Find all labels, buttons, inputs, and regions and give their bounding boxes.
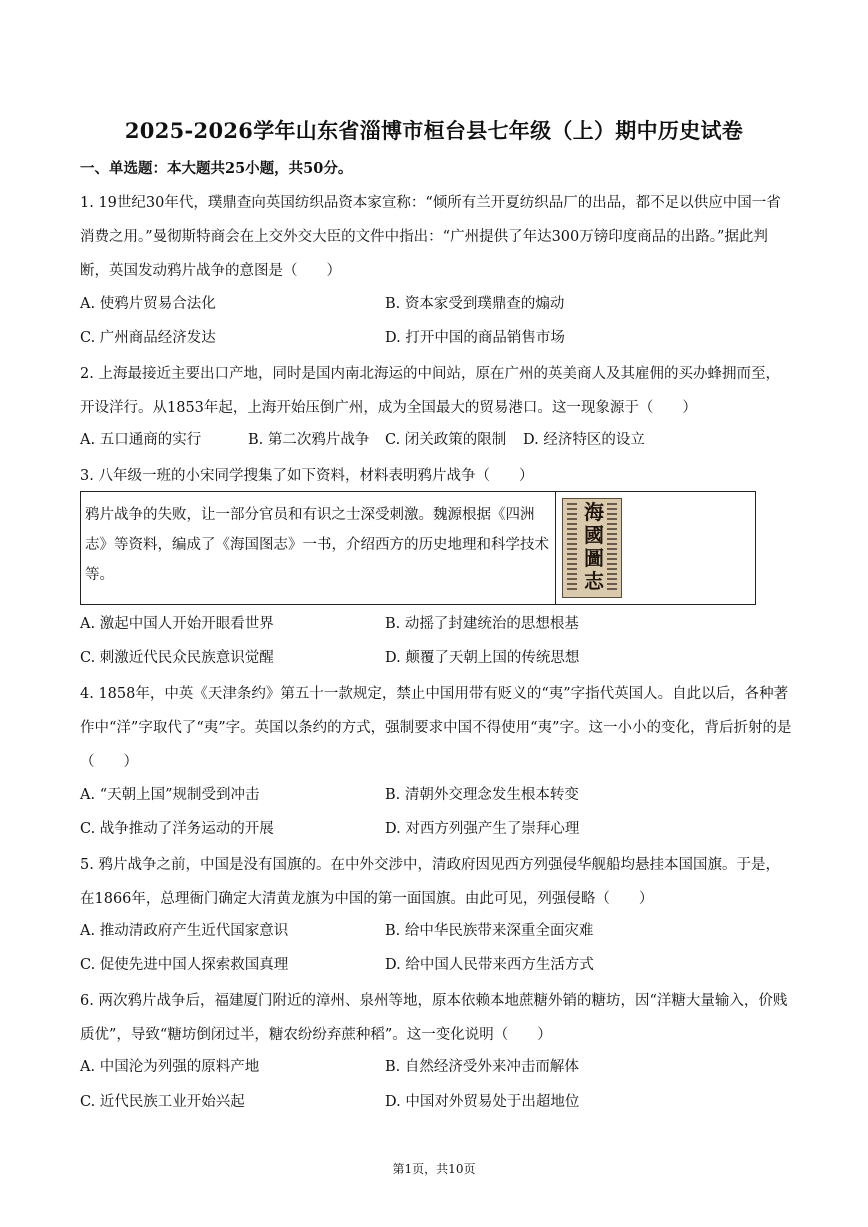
page-footer: 第1页，共10页 bbox=[392, 1162, 476, 1176]
question-6-stem: 6. 两次鸦片战争后，福建厦门附近的漳州、泉州等地，原本依赖本地蔗糖外销的糖坊，因“洋糖大量输入，价贱质优”，导致“糖坊倒闭过半，糖农纷纷弃蔗种稻”。这一变化说明（ ） bbox=[80, 993, 788, 1043]
question-4-option-a[interactable]: A. “天朝上国”规制受到冲击 bbox=[80, 787, 260, 803]
book-cover-image bbox=[555, 492, 632, 604]
material-text: 鸦片战争的失败，让一部分官员和有识之士深受刺激。魏源根据《四洲志》等资料，编成了《海国图志》一书，介绍西方的历史地理和科学技术等。 bbox=[85, 507, 549, 583]
question-5-option-a[interactable]: A. 推动清政府产生近代国家意识 bbox=[80, 923, 289, 939]
question-3-stem: 3. 八年级一班的小宋同学搜集了如下资料，材料表明鸦片战争（ ） bbox=[80, 468, 534, 484]
question-3-option-b[interactable]: B. 动摇了封建统治的思想根基 bbox=[385, 616, 579, 632]
question-5-option-d[interactable]: D. 给中国人民带来西方生活方式 bbox=[385, 957, 594, 973]
question-1-option-d[interactable]: D. 打开中国的商品销售市场 bbox=[385, 330, 565, 346]
material-box bbox=[80, 491, 756, 605]
question-6-option-a[interactable]: A. 中国沦为列强的原料产地 bbox=[80, 1059, 260, 1075]
question-5-option-b[interactable]: B. 给中华民族带来深重全面灾难 bbox=[385, 923, 594, 939]
question-3-option-c[interactable]: C. 刺激近代民众民族意识觉醒 bbox=[80, 650, 274, 666]
haiguo-tuzhi-cover bbox=[562, 498, 622, 598]
question-1-option-b[interactable]: B. 资本家受到璞鼎查的煽动 bbox=[385, 296, 565, 312]
question-3-option-a[interactable]: A. 激起中国人开始开眼看世界 bbox=[80, 616, 274, 632]
section-heading: 一、单选题：本大题共25小题，共50分。 bbox=[80, 160, 353, 177]
question-2-option-a[interactable]: A. 五口通商的实行 bbox=[80, 432, 202, 448]
question-1-option-c[interactable]: C. 广州商品经济发达 bbox=[80, 330, 216, 346]
question-6-option-d[interactable]: D. 中国对外贸易处于出超地位 bbox=[385, 1094, 580, 1110]
question-4-option-d[interactable]: D. 对西方列强产生了崇拜心理 bbox=[385, 821, 580, 837]
question-2-stem: 2. 上海最接近主要出口产地，同时是国内南北海运的中间站，原在广州的英美商人及其雇佣的买办蜂拥而至，开设洋行。从1853年起，上海开始压倒广州，成为全国最大的贸易港口。这一现象源于（ ） bbox=[80, 366, 780, 416]
question-2-option-c[interactable]: C. 闭关政策的限制 bbox=[385, 432, 507, 448]
question-3-option-d[interactable]: D. 颠覆了天朝上国的传统思想 bbox=[385, 650, 580, 666]
question-2-option-d[interactable]: D. 经济特区的设立 bbox=[523, 432, 645, 448]
question-4-option-b[interactable]: B. 清朝外交理念发生根本转变 bbox=[385, 787, 579, 803]
question-1-stem: 1. 19世纪30年代，璞鼎查向英国纺织品资本家宣称：“倾所有兰开夏纺织品厂的出品，都不足以供应中国一省消费之用。”曼彻斯特商会在上交外交大臣的文件中指出：“广州提供了年达300万镑印度商品的出路。”据此判断，英国发动鸦片战争的意图是（ ） bbox=[80, 195, 781, 279]
question-4-option-c[interactable]: C. 战争推动了洋务运动的开展 bbox=[80, 821, 274, 837]
question-4-stem: 4. 1858年，中英《天津条约》第五十一款规定，禁止中国用带有贬义的“夷”字指代英国人。自此以后，各种著作中“洋”字取代了“夷”字。英国以条约的方式，强制要求中国不得使用“夷”字。这一小小的变化，背后折射的是（ ） bbox=[80, 686, 792, 770]
question-6-option-c[interactable]: C. 近代民族工业开始兴起 bbox=[80, 1094, 245, 1110]
question-6-option-b[interactable]: B. 自然经济受外来冲击而解体 bbox=[385, 1059, 579, 1075]
question-1-option-a[interactable]: A. 使鸦片贸易合法化 bbox=[80, 296, 216, 312]
page-title: 2025-2026学年山东省淄博市桓台县七年级（上）期中历史试卷 bbox=[124, 118, 744, 143]
question-5-option-c[interactable]: C. 促使先进中国人探索救国真理 bbox=[80, 957, 289, 973]
question-2-option-b[interactable]: B. 第二次鸦片战争 bbox=[248, 432, 370, 448]
book-cover-title: 海國圖志 bbox=[584, 500, 604, 593]
question-5-stem: 5. 鸦片战争之前，中国是没有国旗的。在中外交涉中，清政府因见西方列强侵华舰船均悬挂本国国旗。于是，在1866年，总理衙门确定大清黄龙旗为中国的第一面国旗。由此可见，列强侵略（ ） bbox=[80, 857, 780, 907]
